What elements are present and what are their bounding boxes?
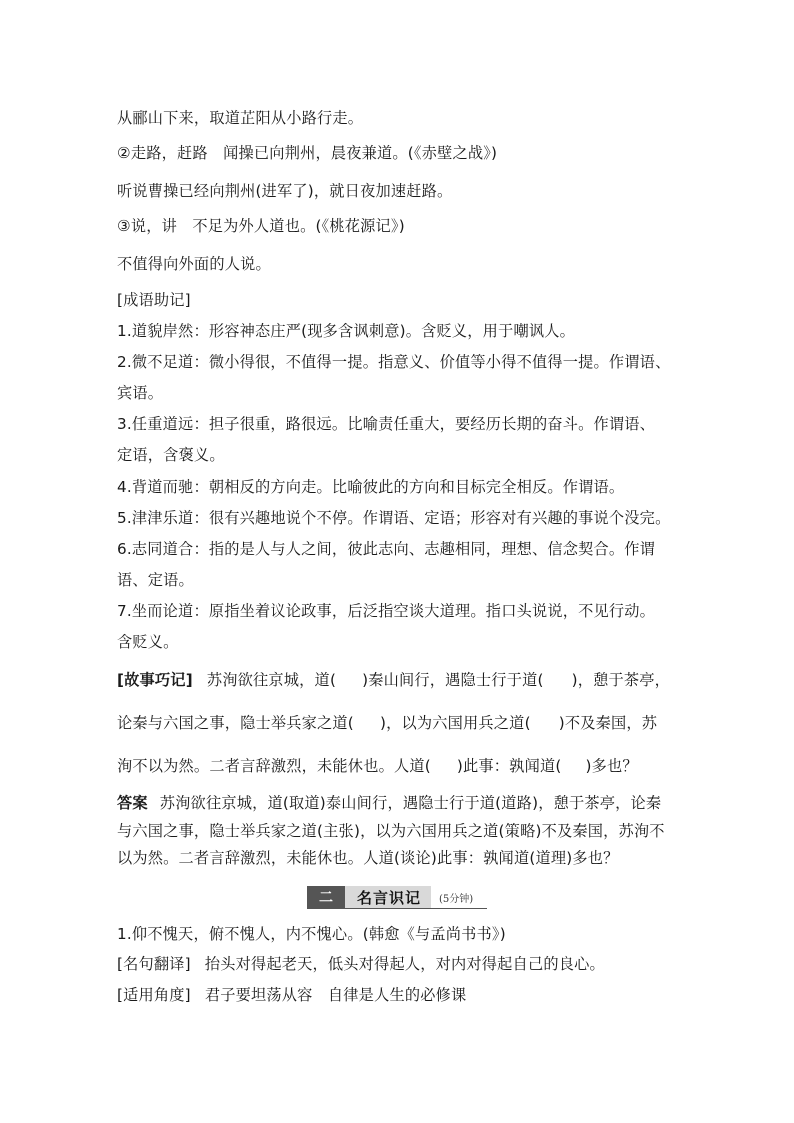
story-label: [故事巧记] — [117, 671, 193, 689]
idiom-item: 5.津津乐道：很有兴趣地说个不停。作谓语、定语；形容对有兴趣的事说个没完。 — [117, 509, 671, 527]
story-line — [117, 756, 638, 776]
quote-text: 1.仰不愧天，俯不愧人，内不愧心。(韩愈《与孟尚书书》) — [117, 925, 506, 943]
usage-label: [适用角度] — [117, 986, 191, 1004]
idiom-item: 1.道貌岸然：形容神态庄严(现多含讽刺意)。含贬义，用于嘲讽人。 — [117, 322, 575, 340]
text-line: ②走路，赶路 闻操已向荆州，晨夜兼道。(《赤壁之战》) — [117, 144, 498, 162]
answer-text: 苏洵欲往京城，道(取道)泰山间行，遇隐士行于道(道路)，憩于茶亭，论秦 — [159, 794, 662, 812]
idiom-item-cont: 定语，含褒义。 — [117, 446, 225, 464]
idiom-item: 2.微不足道：微小得很，不值得一提。指意义、价值等小得不值得一提。作谓语、 — [117, 353, 671, 371]
idiom-item: 6.志同道合：指的是人与人之间，彼此志向、志趣相同，理想、信念契合。作谓 — [117, 540, 656, 558]
story-text: 洵不以为然。二者言辞激烈，未能休也。人道( — [117, 757, 431, 775]
answer-line: 以为然。二者言辞激烈，未能休也。人道(谈论)此事：孰闻道(道理)多也？ — [117, 849, 619, 867]
answer-label: 答案 — [117, 794, 148, 812]
translation-label: [名句翻译] — [117, 955, 191, 973]
answer-line: 与六国之事，隐士举兵家之道(主张)，以为六国用兵之道(策略)不及秦国，苏洵不 — [117, 822, 665, 840]
story-text: 苏洵欲往京城，道( — [206, 671, 337, 689]
story-line — [117, 670, 670, 690]
story-text: )，憩于茶亭， — [571, 671, 671, 689]
text-line: 从郦山下来，取道芷阳从小路行走。 — [117, 109, 364, 127]
idiom-item-cont: 宾语。 — [117, 384, 164, 402]
story-line — [117, 713, 657, 733]
idiom-item-cont: 含贬义。 — [117, 633, 179, 651]
story-text: )多也？ — [585, 757, 638, 775]
text-line: 听说曹操已经向荆州(进军了)，就日夜加速赶路。 — [117, 182, 453, 200]
quote-usage — [117, 985, 466, 1005]
answer-line — [117, 793, 661, 813]
text-line: ③说，讲 不足为外人道也。(《桃花源记》) — [117, 217, 405, 235]
idiom-item-cont: 语、定语。 — [117, 571, 194, 589]
translation-text: 抬头对得起老天，低头对得起人，对内对得起自己的良心。 — [204, 955, 605, 973]
usage-text: 君子要坦荡从容 自律是人生的必修课 — [204, 986, 467, 1004]
idiom-item: 4.背道而驰：朝相反的方向走。比喻彼此的方向和目标完全相反。作谓语。 — [117, 478, 625, 496]
section-header — [307, 886, 487, 909]
section-label-idiom-aid: [成语助记] — [117, 291, 191, 309]
idiom-item: 3.任重道远：担子很重，路很远。比喻责任重大，要经历长期的奋斗。作谓语、 — [117, 415, 656, 433]
story-text: )此事：孰闻道( — [456, 757, 562, 775]
story-text: )不及秦国，苏 — [558, 714, 658, 732]
idiom-item: 7.坐而论道：原指坐着议论政事，后泛指空谈大道理。指口头说说，不见行动。 — [117, 602, 656, 620]
text-line: 不值得向外面的人说。 — [117, 255, 271, 273]
story-text: )秦山间行，遇隐士行于道( — [362, 671, 544, 689]
section-time: (5分钟) — [439, 894, 474, 905]
story-text: )，以为六国用兵之道( — [379, 714, 531, 732]
section-title: 名言识记 — [345, 886, 431, 908]
story-text: 论秦与六国之事，隐士举兵家之道( — [117, 714, 354, 732]
quote-translation — [117, 954, 605, 974]
section-number: 二 — [307, 886, 345, 908]
